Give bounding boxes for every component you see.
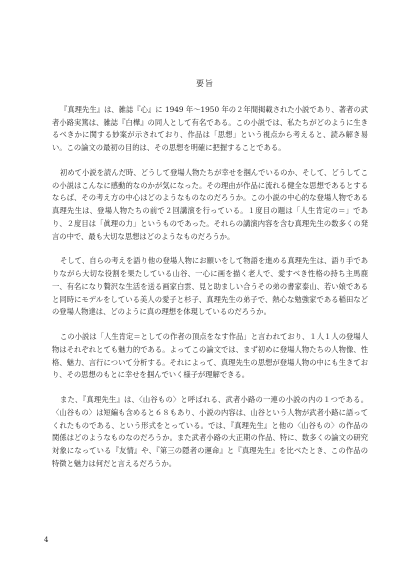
abstract-body [52,104,368,483]
page-number: 4 [44,536,49,544]
paragraph-3: そして、自らの考えを語り他の登場人物にお願いをして物語を進める真理先生は、語り手でありながら大切な役割を果たしている山谷、一心に画を描く老人で、愛すべき性格の持ち主馬鹿一、有名になり贅沢な生活を送る画家白雲、見と助ましい合うその弟の書家泰山、若い娘であると同時にモデルをしている美人の愛子と杉子、真理先生の弟子で、熱心な勉強家である稲田などの登場人物達は、どのように真の理想を体現しているのだろうか。 [52,256,368,317]
paragraph-1: 『真理先生』は、雑誌『心』に 1949 年～1950 年の２年間掲載された小説であり、著者の武者小路実篤は、雑誌『白樺』の同人として有名である。この小説では、私たちがどのように生きるべきかに関する妙案が示されており、作品は「思想」という視点から考えると、読み解き易い。この論文の最初の目的は、その思想を明確に把握することである。 [52,105,368,153]
paragraph-4: この小説は「人生肯定＝としての作者の頂点をなす作品」と言われており、１人１人の登場人物はそれぞれとても魅力的である。よってこの論文では、まず初めに登場人物たちの人物像、性格、魅力、言行について分析する。それによって、真理先生の思想が登場人物の中にも生きており、その思想のもとに幸せを掴んでいく様子が理解できる。 [52,332,368,380]
paragraph-5: また、『真理先生』は、〈山谷もの〉と呼ばれる、武者小路の一連の小説の内の１つである。〈山谷もの〉は短編も含めると６８もあり、小説の内容は、山谷という人物が武者小路に語ってくれたものである、という形式をとっている。では、『真理先生』と他の〈山谷もの〉の作品の関係はどのようなものなのだろうか。また武者小路の大正期の作品、特に、数多くの論文の研究対象になっている『友情』や、『第三の隠者の運命』と『真理先生』を比べたとき、この作品の特徴と魅力は何だと言えるだろうか。 [52,395,368,468]
paragraph-2: 初めて小説を読んだ時、どうして登場人物たちが幸せを掴んでいるのか、そして、どうしてこの小説はこんなに感動的なのかが気になった。その理由が作品に流れる健全な思想であるとするならば、その考え方の中心はどのようなものなのだろうか。この小説の中心的な登場人物である真理先生は、登場人物たちの前で２回講演を行っている。１度目の題は「人生肯定の＝」であり、２度目は「眞理の力」というものであった。それらの講演内容を含む真理先生の数多くの発言の中で、最も大切な思想はどのようなものだろうか。 [52,168,368,241]
abstract-heading: 要旨 [196,79,214,88]
